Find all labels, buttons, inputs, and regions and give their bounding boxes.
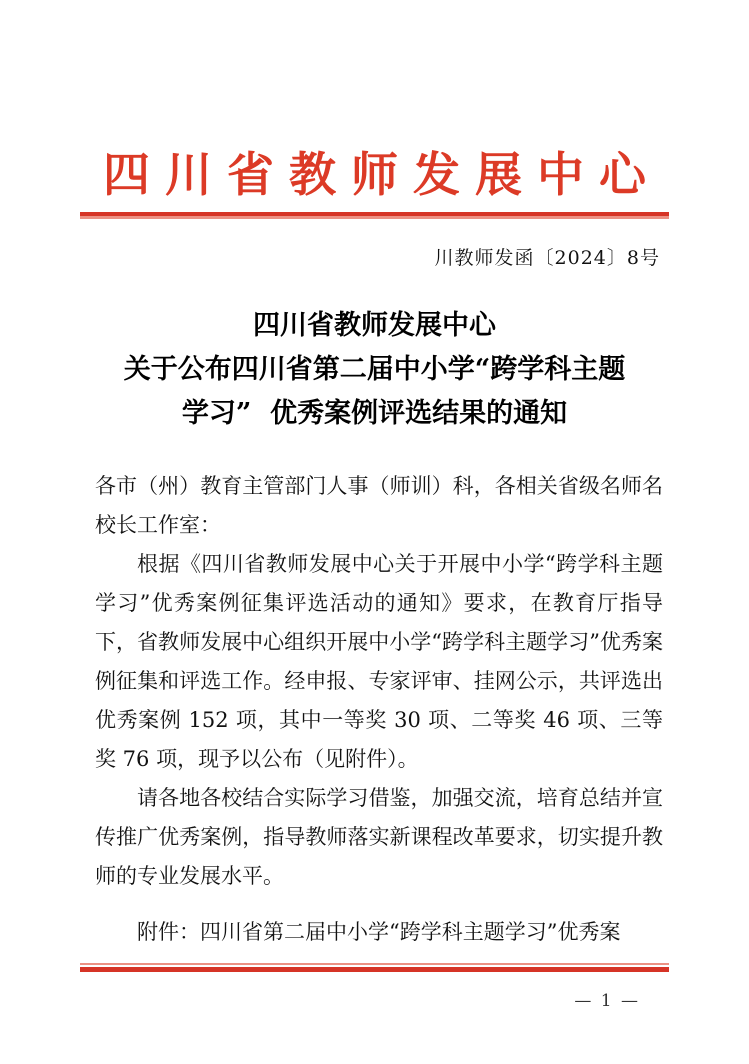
notice-body [95,467,663,952]
attachment-reference: 附件：四川省第二届中小学“跨学科主题学习”优秀案 [137,920,621,944]
document-number: 川教师发函〔2024〕8号 [434,247,660,269]
salutation: 各市（州）教育主管部门人事（师训）科，各相关省级名师名校长工作室： [95,474,663,537]
notice-title-line-2: 关于公布四川省第二届中小学“跨学科主题 [123,354,626,385]
letterhead-red-rule [80,212,669,219]
page-number: — 1 — [574,991,640,1011]
notice-title [0,304,749,436]
letterhead-agency-title: 四川省教师发展中心 [103,148,661,203]
body-paragraph-1: 根据《四川省教师发展中心关于开展中小学“跨学科主题学习”优秀案例征集评选活动的通知》要求，在教育厅指导下，省教师发展中心组织开展中小学“跨学科主题学习”优秀案例征集和评选工作。经申报、专家评审、挂网公示，共评选出优秀案例 152 项，其中一等奖 30 项、二等奖 46 项、三等奖 76 项，现予以公布（见附件）。 [95,552,663,771]
body-paragraph-2: 请各地各校结合实际学习借鉴，加强交流，培育总结并宣传推广优秀案例，指导教师落实新课程改革要求，切实提升教师的专业发展水平。 [95,786,663,888]
notice-title-line-1: 四川省教师发展中心 [253,310,496,341]
notice-title-line-3: 学习” 优秀案例评选结果的通知 [181,398,568,429]
footer-red-rule [80,963,669,972]
